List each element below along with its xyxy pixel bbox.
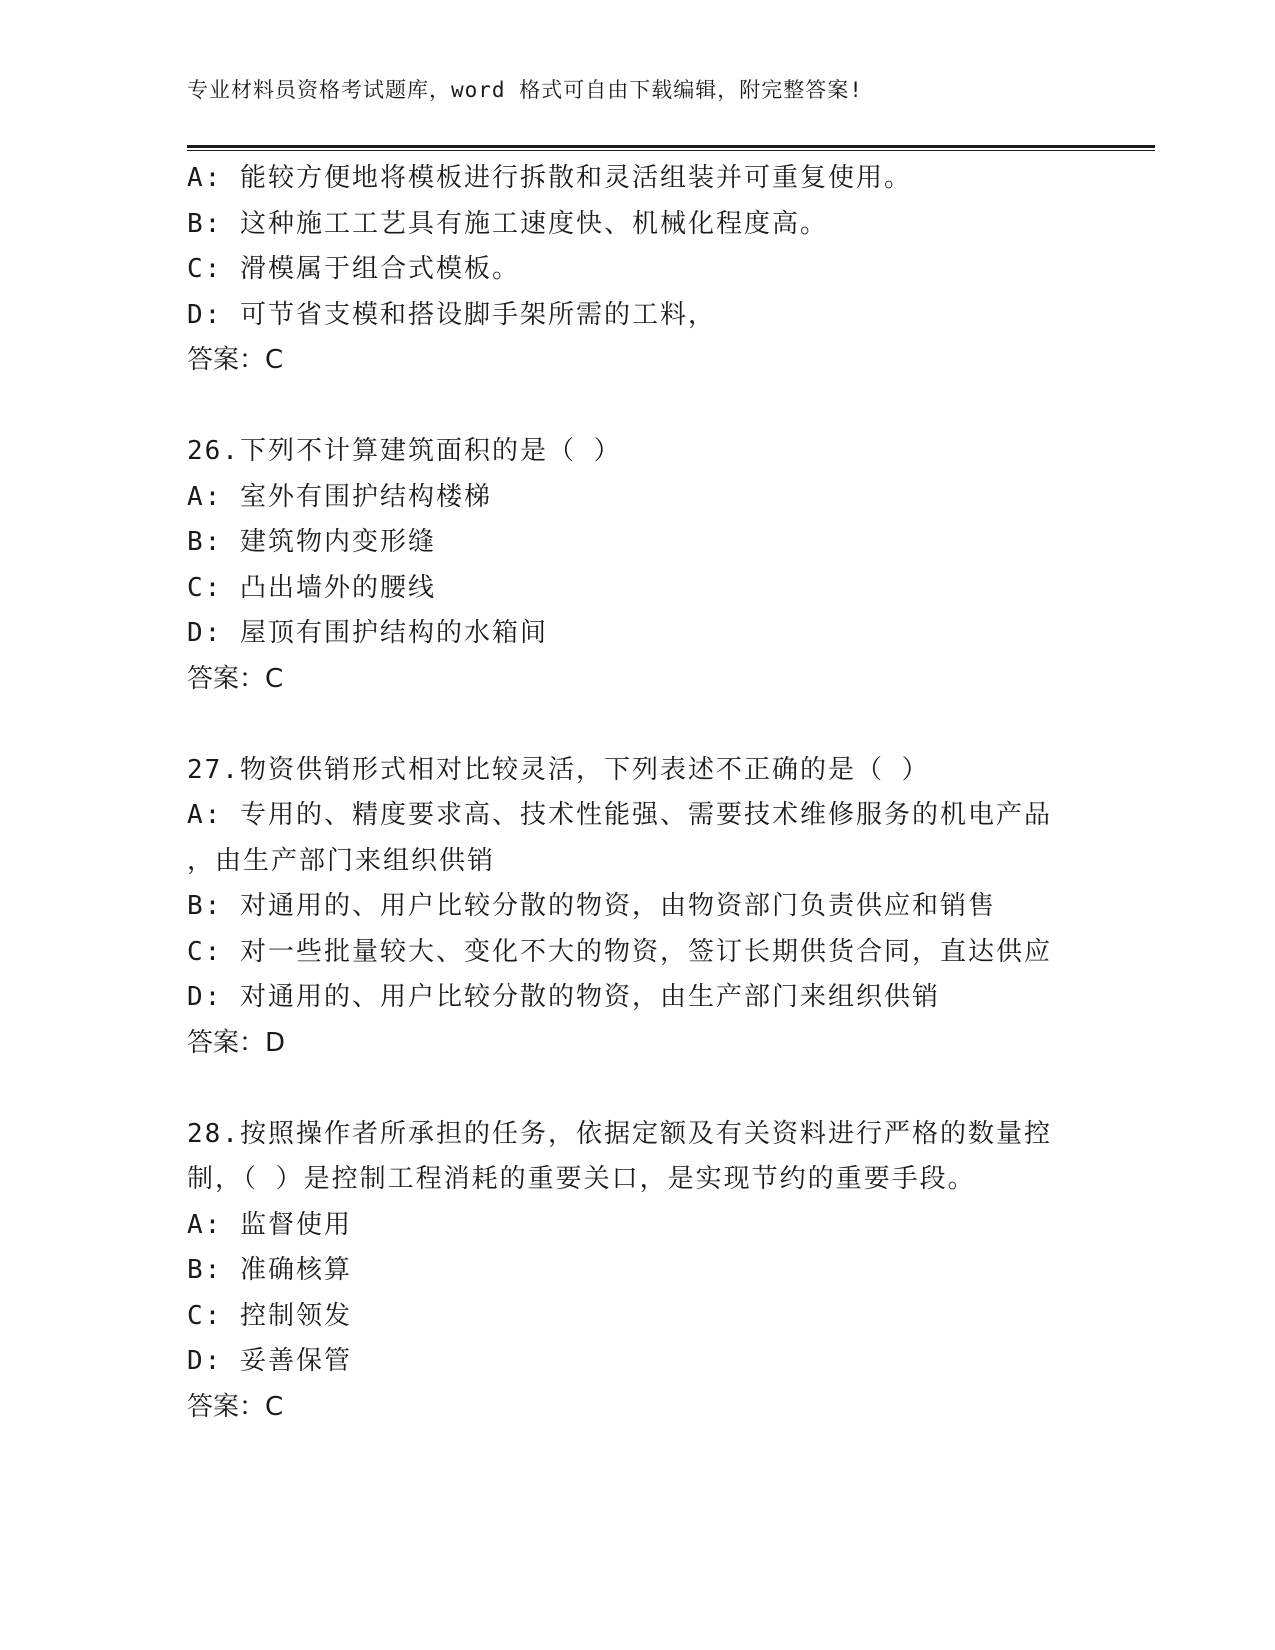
option-c: C: 对一些批量较大、变化不大的物资，签订长期供货合同，直达供应 <box>187 936 1052 967</box>
option-d: D: 屋顶有围护结构的水箱间 <box>187 618 548 648</box>
option-a: A: 监督使用 <box>187 1209 352 1240</box>
answer: 答案：C <box>187 345 284 375</box>
answer: 答案：C <box>187 1391 284 1422</box>
question-block-26 <box>187 429 1087 702</box>
option-b: B: 准确核算 <box>187 1255 352 1285</box>
answer: 答案：C <box>187 663 284 694</box>
answer: 答案：D <box>187 1027 286 1058</box>
spacer <box>187 1066 1087 1112</box>
option-d: D: 妥善保管 <box>187 1346 352 1376</box>
page-header: 专业材料员资格考试题库，word 格式可自由下载编辑，附完整答案! <box>187 78 863 102</box>
spacer <box>187 384 1087 430</box>
option-b: B: 建筑物内变形缝 <box>187 527 436 557</box>
question-content <box>187 156 1087 1430</box>
header-rule-thick <box>187 145 1155 148</box>
question-block-continued <box>187 156 1087 384</box>
header-rule-thin <box>187 150 1155 151</box>
question-text: 26.下列不计算建筑面积的是（ ） <box>187 436 622 466</box>
option-c: C: 凸出墙外的腰线 <box>187 572 436 603</box>
option-b: B: 这种施工工艺具有施工速度快、机械化程度高。 <box>187 208 828 239</box>
question-text: 27.物资供销形式相对比较灵活，下列表述不正确的是（ ） <box>187 754 930 785</box>
option-a: A: 专用的、精度要求高、技术性能强、需要技术维修服务的机电产品 <box>187 800 1052 830</box>
option-a-continued: ，由生产部门来组织供销 <box>187 845 496 876</box>
option-d: D: 可节省支模和搭设脚手架所需的工料， <box>187 299 716 330</box>
option-d: D: 对通用的、用户比较分散的物资，由生产部门来组织供销 <box>187 982 940 1012</box>
option-b: B: 对通用的、用户比较分散的物资，由物资部门负责供应和销售 <box>187 891 996 921</box>
question-text: 28.按照操作者所承担的任务，依据定额及有关资料进行严格的数量控 <box>187 1118 1052 1149</box>
option-a: A: 室外有围护结构楼梯 <box>187 481 492 512</box>
question-block-28 <box>187 1112 1087 1431</box>
option-c: C: 控制领发 <box>187 1300 352 1331</box>
question-text-continued: 制，（ ）是控制工程消耗的重要关口，是实现节约的重要手段。 <box>187 1164 976 1194</box>
option-a: A: 能较方便地将模板进行拆散和灵活组装并可重复使用。 <box>187 163 912 193</box>
question-block-27 <box>187 748 1087 1067</box>
spacer <box>187 702 1087 748</box>
option-c: C: 滑模属于组合式模板。 <box>187 254 520 284</box>
